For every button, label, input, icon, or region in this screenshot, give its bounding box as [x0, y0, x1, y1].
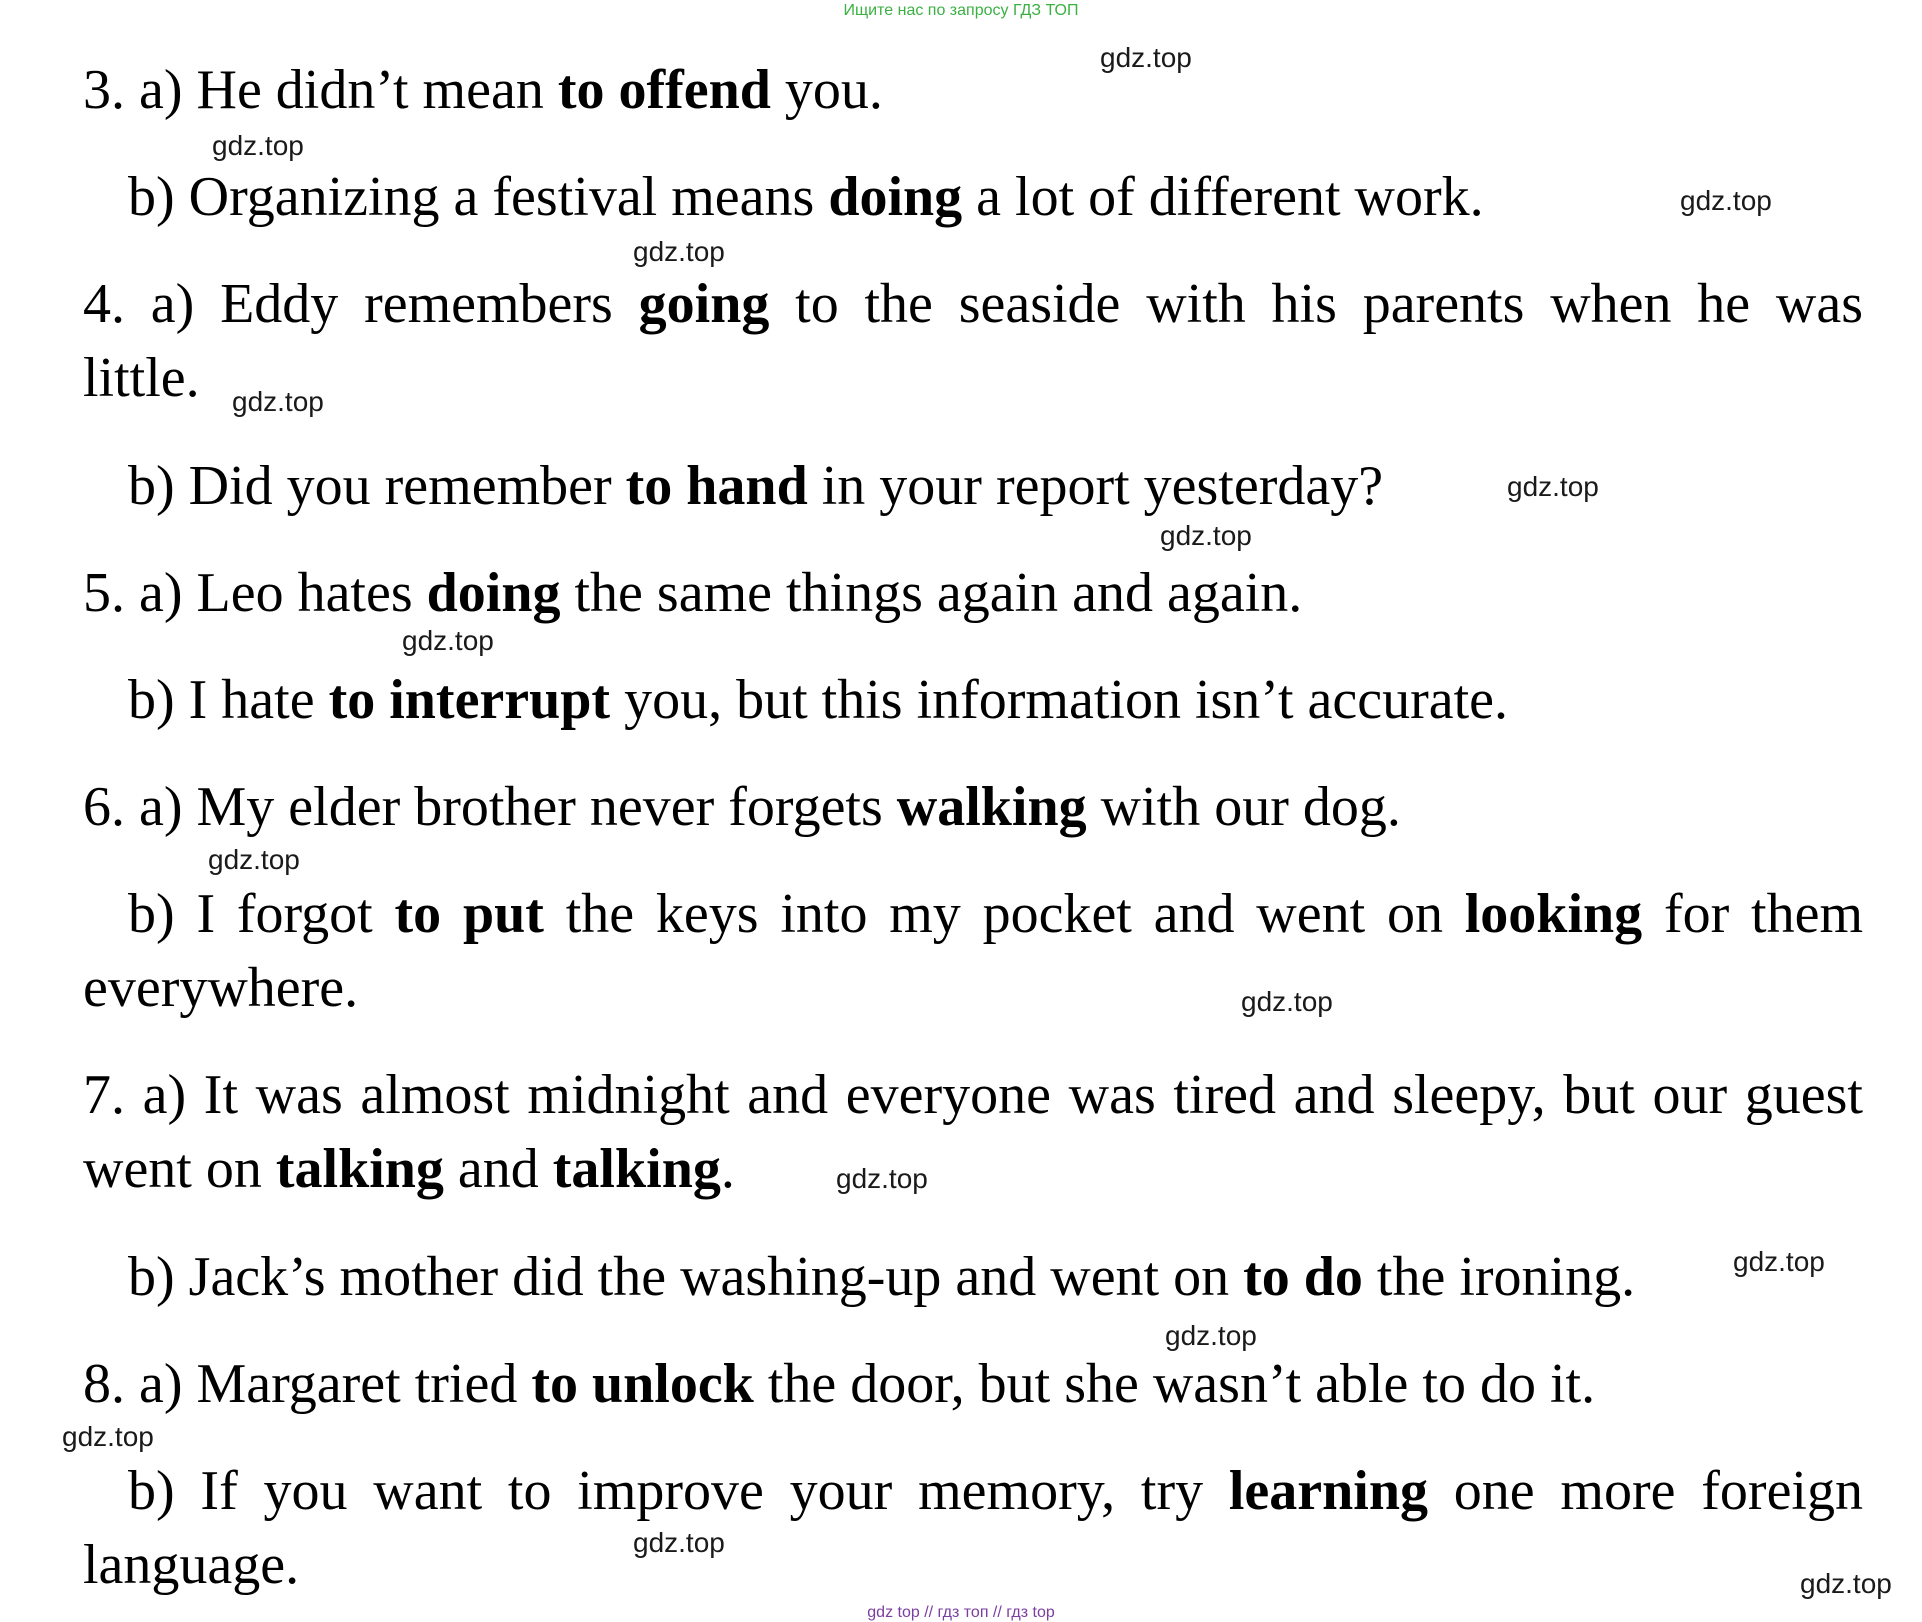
watermark: gdz.top — [1160, 520, 1252, 551]
watermark: gdz.top — [1507, 471, 1599, 502]
watermark: gdz.top — [212, 130, 304, 161]
sentence-4a-cont: little. — [83, 347, 200, 409]
watermark: gdz.top — [402, 625, 494, 656]
watermark: gdz.top — [232, 386, 324, 417]
sentence-3a: 3. a) He didn’t mean to offend you. — [83, 59, 883, 121]
sentence-7a-cont: went on talking and talking. — [83, 1138, 735, 1200]
watermark: gdz.top — [1241, 986, 1333, 1017]
sentence-5a: 5. a) Leo hates doing the same things again and again. — [83, 562, 1303, 624]
watermark: gdz.top — [633, 236, 725, 267]
sentence-6b-cont: everywhere. — [83, 957, 359, 1019]
watermark: gdz.top — [1733, 1246, 1825, 1277]
sentence-4b: b) Did you remember to hand in your report yesterday? — [128, 455, 1384, 517]
watermark: gdz.top — [1800, 1568, 1892, 1599]
sentence-8b: b) If you want to improve your memory, try learning one more foreign — [128, 1460, 1863, 1522]
sentence-3b: b) Organizing a festival means doing a lot of different work. — [128, 166, 1484, 228]
sentence-8b-cont: language. — [83, 1534, 300, 1596]
watermark: gdz.top — [1680, 185, 1772, 216]
sentence-7a: 7. a) It was almost midnight and everyone was tired and sleepy, but our guest — [83, 1064, 1863, 1126]
watermark: gdz.top — [208, 844, 300, 875]
search-banner: Ищите нас по запросу ГДЗ ТОП — [843, 2, 1079, 19]
sentence-6a: 6. a) My elder brother never forgets walking with our dog. — [83, 776, 1401, 838]
footer-links: gdz top // гдз топ // гдз top — [867, 1604, 1055, 1621]
watermark: gdz.top — [836, 1163, 928, 1194]
sentence-6b: b) I forgot to put the keys into my pocket and went on looking for them — [128, 883, 1864, 945]
sentence-7b: b) Jack’s mother did the washing-up and went on to do the ironing. — [128, 1246, 1636, 1308]
sentence-8a: 8. a) Margaret tried to unlock the door, but she wasn’t able to do it. — [83, 1353, 1596, 1415]
sentence-4a: 4. a) Eddy remembers going to the seaside with his parents when he was — [83, 273, 1864, 335]
watermark: gdz.top — [633, 1527, 725, 1558]
watermark: gdz.top — [1165, 1320, 1257, 1351]
watermark: gdz.top — [62, 1421, 154, 1452]
watermark: gdz.top — [1100, 42, 1192, 73]
sentence-5b: b) I hate to interrupt you, but this information isn’t accurate. — [128, 669, 1508, 731]
